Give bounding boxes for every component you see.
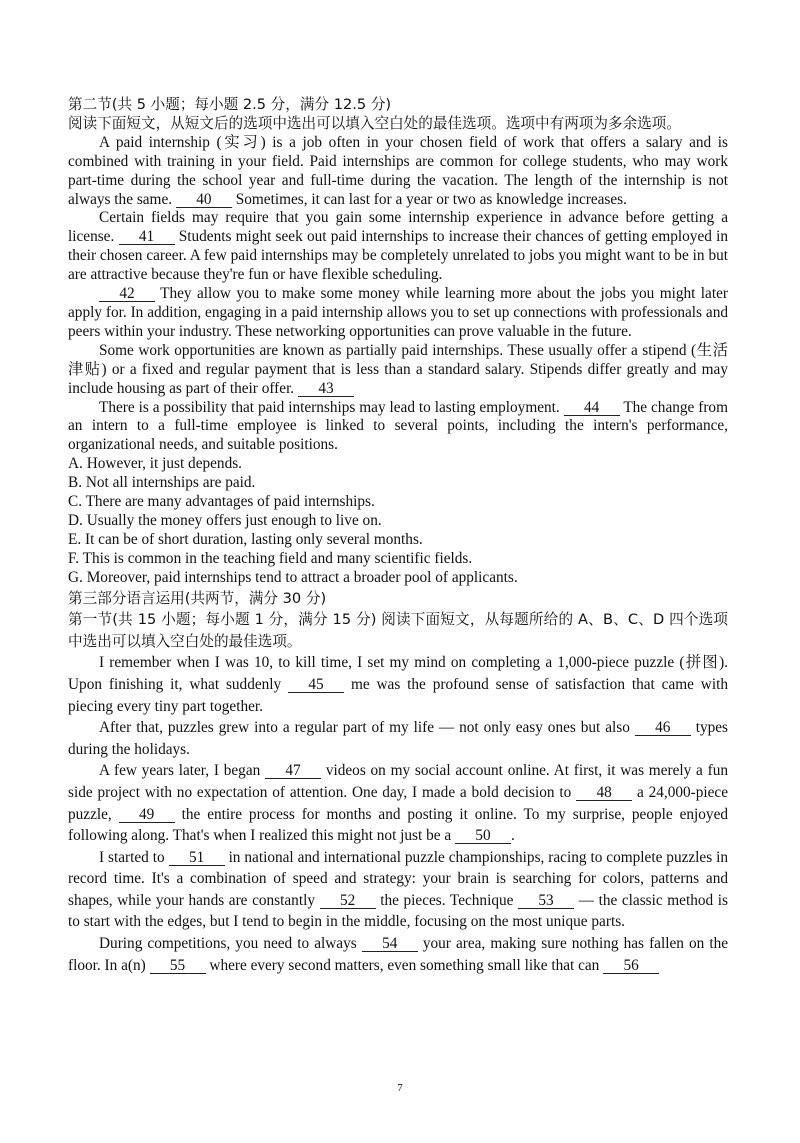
paragraph-text: They allow you to make some money while learning more about the jobs you might later apply for. In addition, engaging in a paid internship allows you to set up connections with professionals and peers within your industry. These networking opportunities can prove valuable in the future. bbox=[68, 285, 728, 340]
paragraph-text: I started to bbox=[99, 848, 165, 866]
option-list bbox=[68, 455, 728, 587]
option-c: C. There are many advantages of paid internships. bbox=[68, 493, 375, 511]
paragraph-text: Certain fields may require that you gain some internship experience in advance before getting a license. bbox=[68, 209, 728, 246]
paragraph-text: During competitions, you need to always bbox=[99, 935, 357, 953]
blank-56: 56 bbox=[603, 958, 659, 974]
paragraph-text: — the classic method is to start with the edges, but I tend to begin in the middle, focusing on the most unique parts. bbox=[68, 891, 728, 931]
passage2-paragraph-3 bbox=[68, 760, 728, 846]
blank-45: 45 bbox=[288, 677, 344, 693]
paragraph-text: videos on my social account online. At first, it was merely a fun side project with no expectation of attention. One day, I made a bold decision to bbox=[68, 762, 728, 801]
part3 bbox=[68, 588, 728, 977]
paragraph-text: Sometimes, it can last for a year or two as knowledge increases. bbox=[235, 190, 627, 208]
paragraph-text: your area, making sure nothing has fallen on the floor. In a(n) bbox=[68, 935, 729, 974]
paragraph-text: the pieces. Technique bbox=[380, 891, 514, 909]
blank-50: 50 bbox=[455, 828, 511, 844]
part3-heading: 第三部分语言运用(共两节，满分 30 分) bbox=[68, 589, 327, 607]
option-b: B. Not all internships are paid. bbox=[68, 474, 256, 492]
paragraph-text: . bbox=[510, 827, 515, 845]
passage2-paragraph-1 bbox=[68, 652, 728, 717]
passage1-paragraph-4 bbox=[68, 342, 728, 399]
paragraph-text: me was the profound sense of satisfaction that came with piecing every tiny part together. bbox=[68, 675, 728, 715]
paragraph-text: in national and international puzzle championships, racing to complete puzzles in record time. It's a combination of speed and strategy: your brain is searching for colors, patterns and shapes, while your hands are constantly bbox=[68, 848, 729, 909]
paragraph-text: After that, puzzles grew into a regular part of my life — not only easy ones but also bbox=[99, 719, 630, 737]
page-number: 7 bbox=[397, 1082, 403, 1094]
blank-40: 40 bbox=[176, 192, 232, 208]
page-content bbox=[68, 96, 728, 976]
section2-instructions: 阅读下面短文，从短文后的选项中选出可以填入空白处的最佳选项。选项中有两项为多余选项。 bbox=[68, 114, 681, 132]
passage1-paragraph-5 bbox=[68, 399, 728, 456]
blank-43: 43 bbox=[298, 381, 354, 397]
paragraph-text: a 24,000-piece puzzle, bbox=[68, 783, 729, 823]
paragraph-text: types during the holidays. bbox=[68, 719, 729, 758]
blank-55: 55 bbox=[150, 958, 206, 974]
blank-42: 42 bbox=[99, 286, 155, 302]
paragraph-text: where every second matters, even something small like that can bbox=[209, 956, 600, 974]
passage1-paragraph-1 bbox=[68, 134, 728, 210]
blank-47: 47 bbox=[265, 763, 321, 779]
blank-48: 48 bbox=[576, 785, 632, 801]
option-f: F. This is common in the teaching field and many scientific fields. bbox=[68, 549, 473, 567]
part3-section1-heading: 第一节(共 15 小题；每小题 1 分，满分 15 分) 阅读下面短文，从每题所给的 A、B、C、D 四个选项中选出可以填入空白处的最佳选项。 bbox=[68, 611, 728, 650]
section2-heading: 第二节(共 5 小题；每小题 2.5 分，满分 12.5 分) bbox=[68, 96, 392, 113]
blank-51: 51 bbox=[169, 850, 225, 866]
passage1-paragraph-3 bbox=[68, 285, 728, 342]
paragraph-text: the entire process for months and posting it online. To my surprise, people enjoyed following along. That's when I realized this might not just be a bbox=[68, 805, 729, 845]
option-g: G. Moreover, paid internships tend to attract a broader pool of applicants. bbox=[68, 568, 518, 586]
paragraph-text: A few years later, I began bbox=[99, 762, 261, 780]
passage2-paragraph-4 bbox=[68, 847, 728, 933]
blank-41: 41 bbox=[119, 229, 175, 245]
blank-49: 49 bbox=[119, 807, 175, 823]
blank-54: 54 bbox=[362, 936, 418, 952]
blank-53: 53 bbox=[518, 893, 574, 909]
paragraph-text: A paid internship (实习) is a job often in your chosen field of work that offers a salary and is combined with training in your field. Paid internships are common for college students, who may work part-time during the school year and full-time during the vacation. The length of the internship is not always the same. bbox=[68, 133, 728, 208]
paragraph-text: Students might seek out paid internships to increase their chances of getting employed in their chosen career. A few paid internships may be completely unrelated to jobs you might want to be in but are attractive because they're fun or have flexible scheduling. bbox=[68, 228, 728, 284]
blank-46: 46 bbox=[635, 720, 691, 736]
option-d: D. Usually the money offers just enough to live on. bbox=[68, 511, 382, 529]
option-e: E. It can be of short duration, lasting only several months. bbox=[68, 530, 423, 548]
paragraph-text: The change from an intern to a full-time employee is linked to several points, including the intern's performance, organizational needs, and suitable positions. bbox=[68, 398, 728, 454]
paragraph-text: Some work opportunities are known as partially paid internships. These usually offer a stipend (生活津贴) or a fixed and regular payment that is less than a standard salary. Stipends differ greatly and may include housing as part of their offer. bbox=[68, 341, 728, 397]
passage2-paragraph-5 bbox=[68, 933, 728, 976]
blank-52: 52 bbox=[320, 893, 376, 909]
paragraph-text: There is a possibility that paid internships may lead to lasting employment. bbox=[99, 398, 560, 416]
option-a: A. However, it just depends. bbox=[68, 455, 242, 473]
passage2-paragraph-2 bbox=[68, 717, 728, 760]
paragraph-text: I remember when I was 10, to kill time, I set my mind on completing a 1,000-piece puzzle (拼图). Upon finishing it, what suddenly bbox=[68, 654, 728, 693]
blank-44: 44 bbox=[564, 400, 620, 416]
passage1-paragraph-2 bbox=[68, 209, 728, 285]
